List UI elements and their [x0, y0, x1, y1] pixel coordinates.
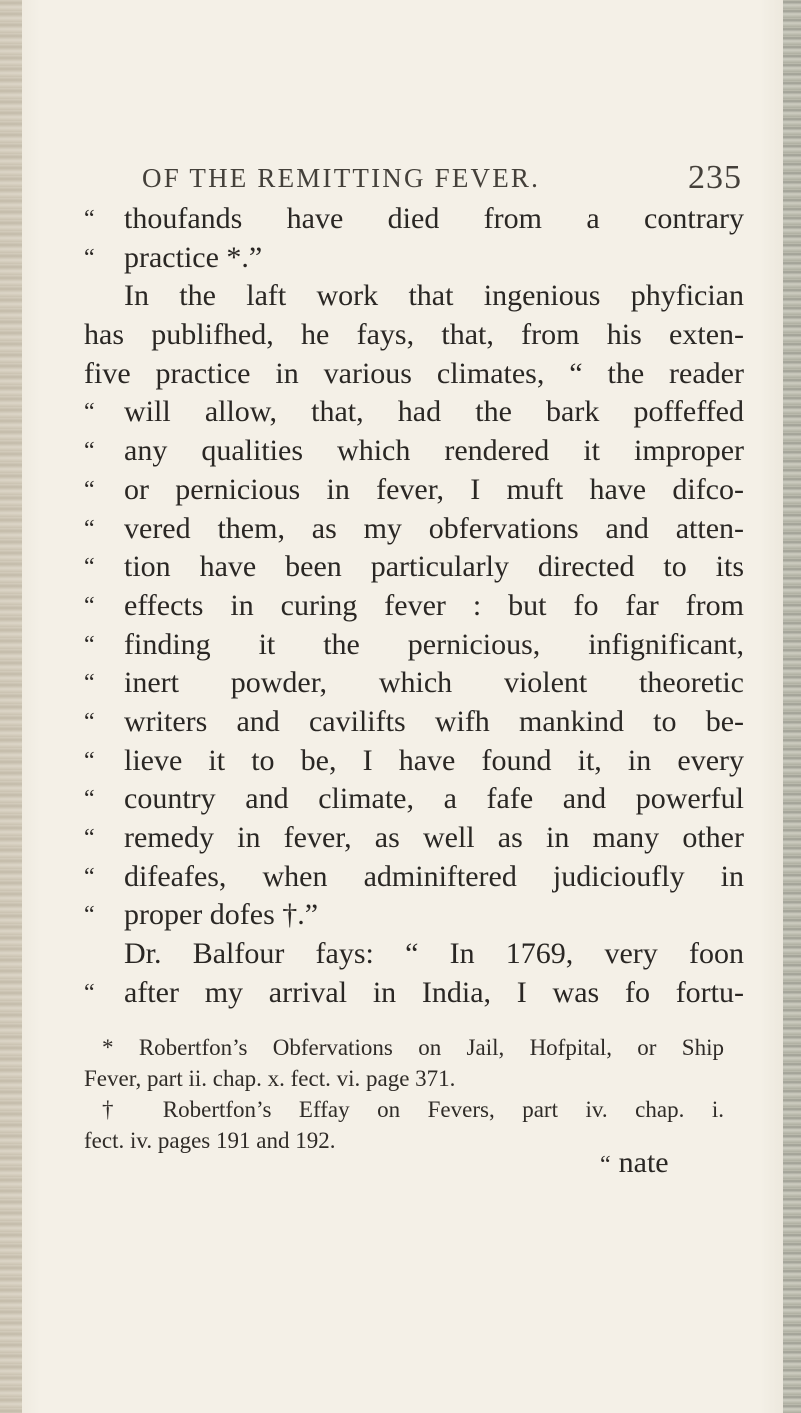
quote-mark: “ [84, 825, 95, 851]
quote-mark: “ [84, 863, 95, 890]
page-number: 235 [688, 159, 742, 196]
text-line [84, 200, 744, 239]
text-line [84, 393, 744, 432]
line-text: Dr. Balfour fays: “ In 1769, very foon [124, 937, 744, 971]
line-text: inert powder, which violent theoretic [124, 666, 744, 700]
quote-mark: “ [84, 515, 95, 542]
catchword-text: nate [618, 1146, 669, 1179]
footnote-line: fect. iv. pages 191 and 192. [84, 1128, 336, 1153]
line-text: or pernicious in fever, I muft have difco- [124, 472, 744, 506]
quote-mark: “ [84, 631, 95, 658]
quote-mark: “ [600, 1152, 611, 1178]
text-line [84, 858, 744, 897]
line-text: thoufands have died from a contrary [124, 202, 744, 235]
quote-mark: “ [84, 902, 95, 929]
footnotes [84, 1032, 724, 1156]
line-text: proper dofes †.” [124, 898, 319, 932]
text-line [84, 819, 744, 858]
line-text: any qualities which rendered it improper [124, 434, 744, 468]
running-header [142, 159, 742, 203]
line-text: In the laft work that ingenious phyfician [124, 279, 744, 313]
text-line [84, 316, 744, 355]
text-line [84, 432, 744, 471]
line-text: has publifhed, he fays, that, from his exten- [84, 318, 744, 352]
page-fore-edge [783, 0, 801, 1413]
line-text: remedy in fever, as well as in many other [124, 821, 744, 854]
text-line [84, 703, 744, 742]
page-gutter-edge [0, 0, 22, 1413]
line-text: writers and cavilifts wifh mankind to be- [124, 704, 744, 738]
line-text: practice *.” [124, 240, 263, 274]
line-text: will allow, that, had the bark poffeffed [124, 395, 744, 429]
quote-mark: “ [84, 708, 95, 735]
footnote-line: † Robertfon’s Effay on Fevers, part iv. chap. i. [102, 1097, 724, 1122]
text-line [84, 471, 744, 510]
line-text: five practice in various climates, “ the reader [84, 356, 744, 390]
quote-mark: “ [84, 399, 95, 426]
text-line [84, 510, 744, 549]
text-line [84, 277, 744, 316]
quote-mark: “ [84, 554, 95, 581]
quote-mark: “ [84, 438, 95, 465]
quote-mark: “ [84, 979, 95, 1006]
quote-mark: “ [84, 476, 95, 503]
line-text: finding it the pernicious, infignificant, [124, 627, 744, 661]
line-text: country and climate, a fafe and powerful [124, 782, 744, 816]
main-text [84, 200, 744, 1012]
footnote-line: * Robertfon’s Obfervations on Jail, Hofpital, or Ship [102, 1035, 724, 1060]
text-line [84, 896, 744, 935]
quote-mark: “ [84, 592, 95, 619]
line-text: difeafes, when adminiftered judicioufly in [124, 859, 744, 893]
quote-mark: “ [84, 206, 95, 232]
line-text: after my arrival in India, I was fo fortu- [124, 975, 744, 1009]
line-text: effects in curing fever : but fo far from [124, 588, 744, 622]
quote-mark: “ [84, 244, 95, 271]
text-line [84, 239, 744, 278]
running-title: OF THE REMITTING FEVER. [142, 163, 541, 193]
text-line [84, 548, 744, 587]
line-text: vered them, as my obfervations and atten- [124, 511, 744, 545]
line-text: tion have been particularly directed to its [124, 550, 744, 584]
text-line [84, 355, 744, 394]
text-line [84, 587, 744, 626]
text-line [84, 664, 744, 703]
line-text: lieve it to be, I have found it, in every [124, 743, 744, 777]
quote-mark: “ [84, 747, 95, 774]
footnote-line: Fever, part ii. chap. x. fect. vi. page 371. [84, 1066, 456, 1091]
text-line [84, 974, 744, 1013]
text-line [84, 780, 744, 819]
text-line [84, 742, 744, 781]
text-line [84, 626, 744, 665]
catchword [600, 1146, 669, 1180]
text-line [84, 935, 744, 974]
quote-mark: “ [84, 786, 95, 813]
quote-mark: “ [84, 670, 95, 697]
